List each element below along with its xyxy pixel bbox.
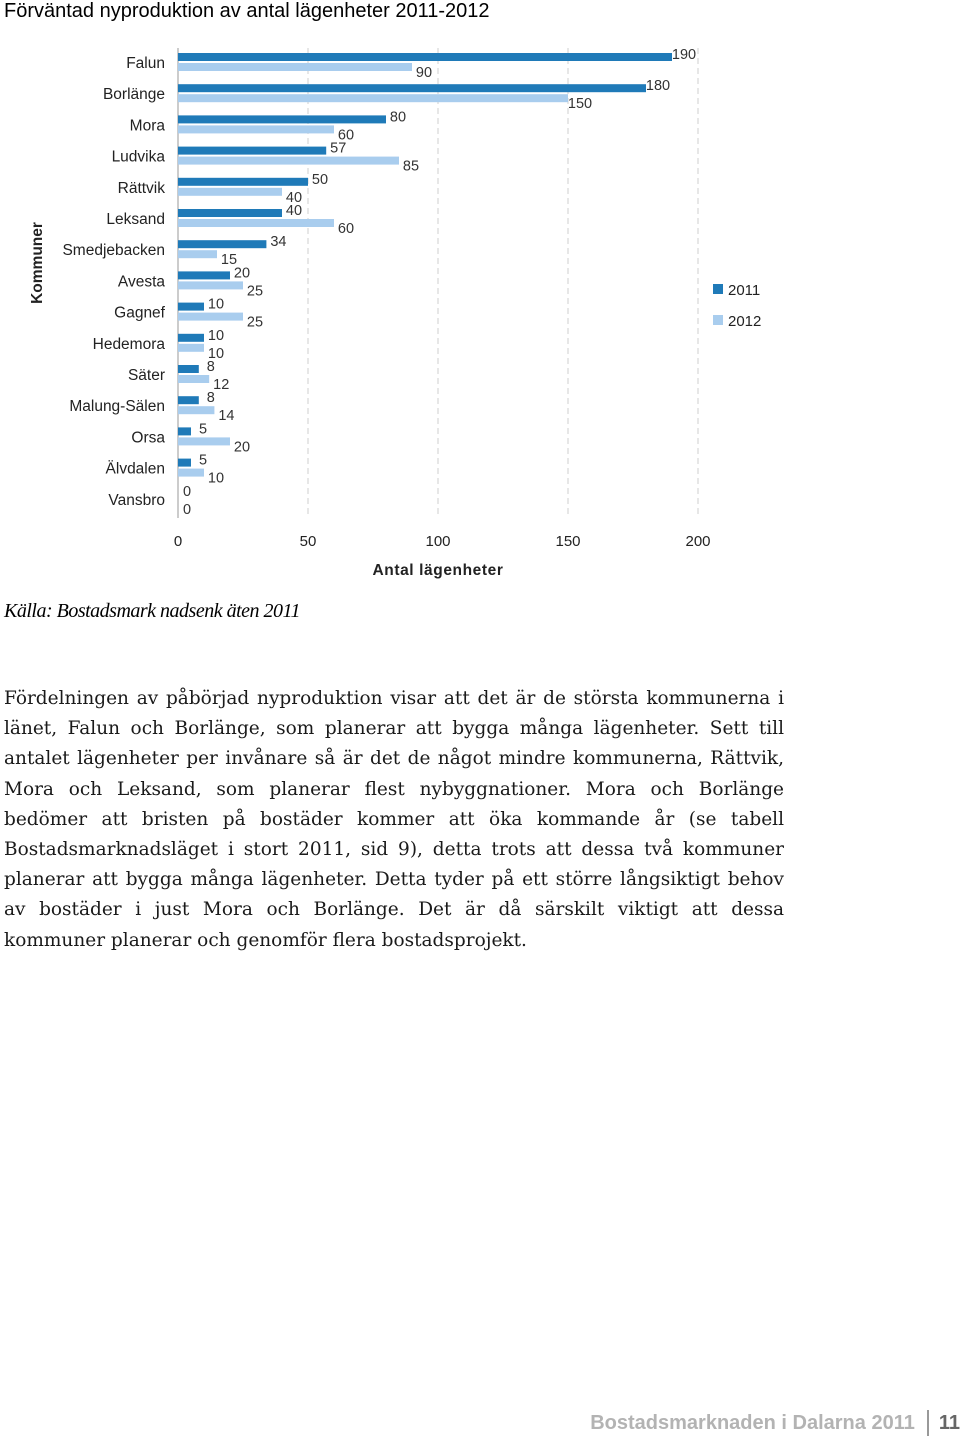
data-label-2011: 20: [233, 265, 251, 282]
data-label-2012: 40: [285, 189, 303, 206]
category-label: Ludvika: [111, 148, 165, 166]
source-note: Källa: Bostadsmark nadsenk äten 2011: [4, 600, 301, 622]
bar-chart: [0, 30, 960, 590]
bar-2012: [178, 94, 568, 102]
body-paragraph: Fördelningen av påbörjad nyproduktion visar att det är de största kommunerna i länet, Falun och Borlänge, som planerar att bygga många lägenheter. Sett till antalet lägenheter per invånare så är det de något mindre kommunerna, Rättvik, Mora och Leksand, som planerar flest nybyggnationer. Mora och Borlänge bedömer att bristen på bostäder kommer att öka kommande år (se tabell Bostadsmarknadsläget i stort 2011, sid 9), detta trots att dessa två kommuner planerar att bygga många lägenheter. Detta tyder på ett större långsiktigt behov av bostäder i just Mora och Borlänge. Det är då särskilt viktigt att dessa kommuner planerar och genomför flera bostadsprojekt.: [4, 688, 784, 951]
category-label: Mora: [129, 117, 165, 135]
page-number: 11: [938, 1411, 960, 1434]
bar-2012: [178, 469, 204, 477]
page-title: Förväntad nyproduktion av antal lägenheter 2011-2012: [4, 0, 490, 22]
x-tick-label: 0: [173, 533, 183, 550]
bar-2012: [178, 63, 412, 71]
bar-2011: [178, 240, 266, 248]
x-axis-title: Antal lägenheter: [372, 562, 504, 579]
category-label: Orsa: [131, 429, 165, 447]
data-label-2011: 5: [198, 452, 208, 469]
category-label: Leksand: [106, 211, 165, 228]
bar-2012: [178, 313, 243, 321]
data-label-2012: 90: [415, 65, 433, 81]
x-tick-label: 200: [685, 533, 711, 550]
data-label-2012: 15: [220, 252, 238, 269]
page-footer: [590, 1410, 960, 1436]
data-label-2011: 180: [645, 78, 671, 95]
category-label: Avesta: [117, 273, 165, 291]
category-label: Älvdalen: [105, 460, 165, 478]
x-tick-label: 150: [555, 533, 581, 550]
bar-2011: [178, 147, 326, 155]
bar-2011: [178, 459, 191, 467]
data-label-2012: 14: [218, 408, 235, 425]
bar-2011: [178, 396, 199, 404]
data-label-2011: 10: [207, 327, 225, 344]
bar-2011: [178, 115, 386, 123]
data-label-2012: 85: [402, 158, 420, 175]
data-label-2011: 34: [270, 234, 287, 251]
data-label-2011: 8: [206, 359, 215, 375]
category-label: Vansbro: [108, 491, 165, 509]
bar-2011: [178, 84, 646, 92]
data-label-2012: 10: [207, 470, 225, 487]
data-label-2011: 50: [311, 171, 329, 188]
category-label: Borlänge: [102, 86, 165, 104]
bar-2012: [178, 125, 334, 133]
x-tick-label: 100: [425, 533, 451, 550]
category-label: Hedemora: [92, 335, 165, 353]
legend-label-2012: 2012: [728, 313, 762, 330]
bar-2012: [178, 281, 243, 289]
legend-label-2011: 2011: [728, 282, 761, 299]
bar-2011: [178, 271, 230, 279]
footer-title: Bostadsmarknaden i Dalarna 2011: [590, 1411, 915, 1434]
data-label-2011: 190: [671, 47, 697, 63]
bar-2012: [178, 219, 334, 227]
data-label-2012: 20: [233, 439, 251, 456]
data-label-2011: 10: [207, 296, 225, 313]
bar-2012: [178, 250, 217, 258]
category-label: Falun: [126, 55, 165, 72]
x-tick-label: 50: [299, 533, 317, 550]
data-label-2011: 8: [206, 390, 215, 407]
bar-2012: [178, 157, 399, 165]
data-label-2012: 0: [182, 501, 192, 518]
category-label: Gagnef: [114, 304, 165, 322]
category-label: Malung-Sälen: [69, 398, 165, 416]
bar-2011: [178, 334, 204, 342]
data-label-2012: 10: [207, 345, 225, 362]
bar-2012: [178, 437, 230, 445]
data-label-2011: 57: [330, 140, 347, 157]
category-label: Säter: [127, 367, 165, 384]
category-label: Rättvik: [117, 179, 165, 197]
bar-2012: [178, 406, 214, 414]
legend-swatch-2011: [713, 284, 723, 294]
data-label-2012: 25: [246, 314, 264, 331]
data-label-2011: 80: [389, 109, 407, 126]
footer-divider: [927, 1410, 929, 1436]
data-label-2012: 150: [567, 96, 593, 113]
bar-2012: [178, 375, 209, 383]
y-axis-title: Kommuner: [29, 222, 46, 304]
bar-2011: [178, 427, 191, 435]
bar-2011: [178, 178, 308, 186]
data-label-2012: 25: [246, 283, 264, 300]
bar-2012: [178, 188, 282, 196]
bar-2011: [178, 53, 672, 61]
bar-2011: [178, 209, 282, 217]
data-label-2011: 40: [285, 203, 303, 219]
category-label: Smedjebacken: [62, 242, 165, 260]
data-label-2011: 0: [182, 483, 192, 500]
data-label-2011: 5: [198, 421, 208, 438]
bar-2012: [178, 344, 204, 352]
data-label-2012: 60: [337, 221, 355, 237]
data-label-2012: 12: [213, 377, 230, 393]
legend-swatch-2012: [713, 315, 723, 325]
bar-2011: [178, 365, 199, 373]
bar-2011: [178, 303, 204, 311]
data-label-2012: 60: [337, 127, 355, 144]
